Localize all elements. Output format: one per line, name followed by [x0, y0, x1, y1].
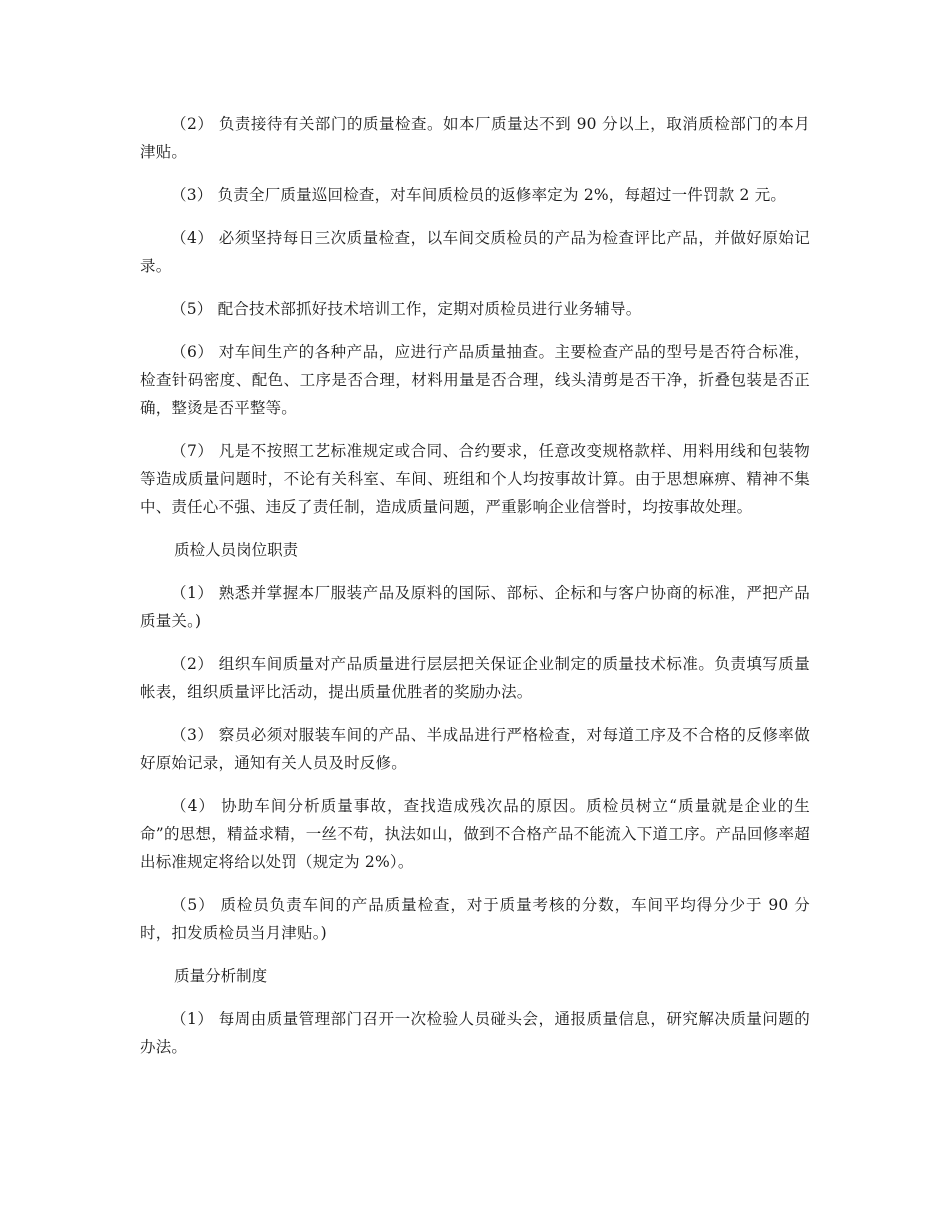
paragraph-item-5: （5） 配合技术部抓好技术培训工作，定期对质检员进行业务辅导。 [171, 300, 642, 318]
paragraph-item-6: （6） 对车间生产的各种产品，应进行产品质量抽查。主要检查产品的型号是否符合标准，检查针码密度、配色、工序是否合理，材料用量是否合理，线头清剪是否干净，折叠包装是否正确，整烫是否平整等。 [140, 343, 810, 417]
paragraph-item-2: （2） 负责接待有关部门的质量检查。如本厂质量达不到 90 分以上，取消质检部门的本月津贴。 [140, 115, 810, 161]
section-heading-quality-analysis: 质量分析制度 [174, 967, 268, 985]
analysis-item-1: （1） 每周由质量管理部门召开一次检验人员碰头会，通报质量信息，研究解决质量问题的办法。 [140, 1010, 810, 1056]
duty-item-4: （4） 协助车间分析质量事故，查找造成残次品的原因。质检员树立“质量就是企业的生命”的思想，精益求精，一丝不苟，执法如山，做到不合格产品不能流入下道工序。产品回修率超出标准规定将给以处罚（规定为 2%）。 [140, 797, 810, 871]
paragraph-item-7: （7） 凡是不按照工艺标准规定或合同、合约要求，任意改变规格款样、用料用线和包装物等造成质量问题时，不论有关科室、车间、班组和个人均按事故计算。由于思想麻痹、精神不集中、责任心不强、违反了责任制，造成质量问题，严重影响企业信誉时，均按事故处理。 [140, 442, 810, 516]
duty-item-3: （3） 察员必须对服装车间的产品、半成品进行严格检查，对每道工序及不合格的反修率做好原始记录，通知有关人员及时反修。 [140, 726, 810, 772]
document-page [140, 110, 810, 1076]
duty-item-2: （2） 组织车间质量对产品质量进行层层把关保证企业制定的质量技术标准。负责填写质量帐表，组织质量评比活动，提出质量优胜者的奖励办法。 [140, 655, 810, 701]
duty-item-5: （5） 质检员负责车间的产品质量检查，对于质量考核的分数，车间平均得分少于 90 分时，扣发质检员当月津贴。) [140, 896, 810, 942]
paragraph-item-4: （4） 必须坚持每日三次质量检查，以车间交质检员的产品为检查评比产品，并做好原始记录。 [140, 229, 810, 275]
duty-item-1: （1） 熟悉并掌握本厂服装产品及原料的国际、部标、企标和与客户协商的标准，严把产品质量关。) [140, 584, 810, 630]
paragraph-item-3: （3） 负责全厂质量巡回检查，对车间质检员的返修率定为 2%，每超过一件罚款 2 元。 [171, 186, 787, 204]
section-heading-inspector-duties: 质检人员岗位职责 [174, 541, 299, 559]
